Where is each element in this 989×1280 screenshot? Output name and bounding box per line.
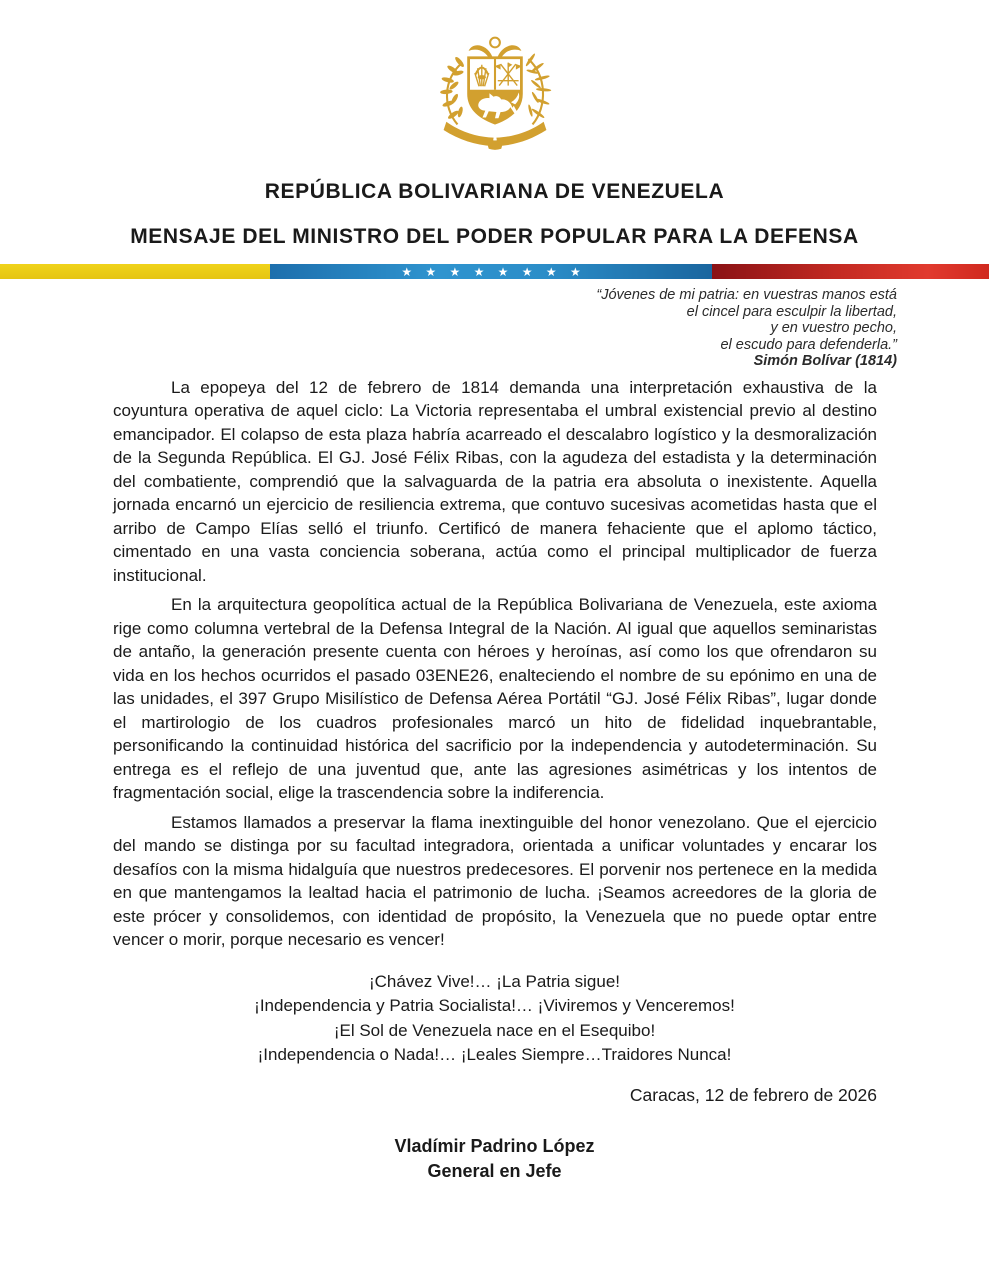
quote-attribution: Simón Bolívar (1814)	[753, 353, 897, 369]
flag-band-yellow	[0, 264, 270, 279]
slogan-line-1: ¡Chávez Vive!… ¡La Patria sigue!	[368, 971, 621, 991]
message-body	[0, 376, 989, 952]
message-title: MENSAJE DEL MINISTRO DEL PODER POPULAR PARA LA DEFENSA	[130, 225, 859, 248]
flag-stars-icon: ★ ★ ★ ★ ★ ★ ★ ★	[401, 264, 581, 279]
slogan-line-4: ¡Independencia o Nada!… ¡Leales Siempre…Traidores Nunca!	[257, 1045, 732, 1064]
quote-line: el cincel para esculpir la libertad,	[686, 303, 897, 320]
flag-band-blue	[270, 264, 712, 279]
dateline: Caracas, 12 de febrero de 2026	[629, 1084, 877, 1105]
coat-of-arms	[0, 30, 989, 167]
bolivar-quote	[0, 287, 989, 370]
paragraph-2: En la arquitectura geopolítica actual de la República Bolivariana de Venezuela, este axioma rige como columna vertebral de la Defensa Integral de la Nación. Al igual que aquellos seminaristas de antaño, la generación presente cuenta con héroes y heroínas, así como los que ofrendaron su vida en los hechos ocurridos el pasado 03ENE26, enalteciendo el nombre de su epónimo en una de las unidades, el 397 Grupo Misilístico de Defensa Aérea Portátil “GJ. José Félix Ribas”, lugar donde el martirologio de los cuadros profesionales marcó un hito de fidelidad inquebrantable, personificando la continuidad histórica del sacrificio por la independencia y autodeterminación. Su entrega es el reflejo de una juventud que, ante las agresiones asimétricas y los intentos de fragmentación social, elige la trascendencia sobre la indiferencia.	[113, 595, 877, 802]
signature-name: Vladímir Padrino López	[394, 1135, 595, 1156]
signature-block	[0, 1134, 989, 1184]
paragraph-3: Estamos llamados a preservar la flama inextinguible del honor venezolano. Que el ejercicio del mando se distinga por su facultad integradora, orientada a unificar voluntades y encarar los desafíos con la misma hidalguía que nuestros predecesores. El porvenir nos pertenece en la medida en que mantengamos la lealtad hacia el patrimonio de lucha. ¡Seamos acreedores de la gloria de este prócer y consolidemos, con identidad de propósito, la Venezuela que no puede optar entre vencer o morir, porque necesario es vencer!	[113, 812, 877, 949]
quote-line: el escudo para defenderla.”	[720, 336, 897, 353]
venezuela-coat-of-arms-icon	[425, 30, 565, 162]
slogans	[0, 970, 989, 1068]
quote-line: y en vuestro pecho,	[770, 320, 897, 336]
republic-title: REPÚBLICA BOLIVARIANA DE VENEZUELA	[264, 180, 725, 203]
slogan-line-2: ¡Independencia y Patria Socialista!… ¡Viviremos y Venceremos!	[254, 996, 735, 1015]
paragraph-1: La epopeya del 12 de febrero de 1814 demanda una interpretación exhaustiva de la coyuntura operativa de aquel ciclo: La Victoria representaba el umbral existencial previo al destino emancipador. El colapso de esta plaza habría acarreado el descalabro logístico y la desmoralización de la Segunda República. El GJ. José Félix Ribas, con la agudeza del estadista y la determinación del combatiente, comprendió que la salvaguarda de la patria era absoluta o inexistente. Aquella jornada encarnó un ejercicio de resiliencia extrema, que contuvo sucesivas acometidas hasta que el arribo de Campo Elías selló el triunfo. Certificó de manera fehaciente que el aplomo táctico, cimentado en una vasta conciencia soberana, actúa como el principal multiplicador de fuerza institucional.	[113, 377, 877, 585]
flag-band-red	[712, 264, 989, 279]
signature-rank: General en Jefe	[427, 1160, 562, 1181]
quote-line: “Jóvenes de mi patria: en vuestras manos está	[596, 287, 897, 303]
slogan-line-3: ¡El Sol de Venezuela nace en el Esequibo!	[333, 1020, 656, 1040]
flag-band	[0, 264, 989, 279]
